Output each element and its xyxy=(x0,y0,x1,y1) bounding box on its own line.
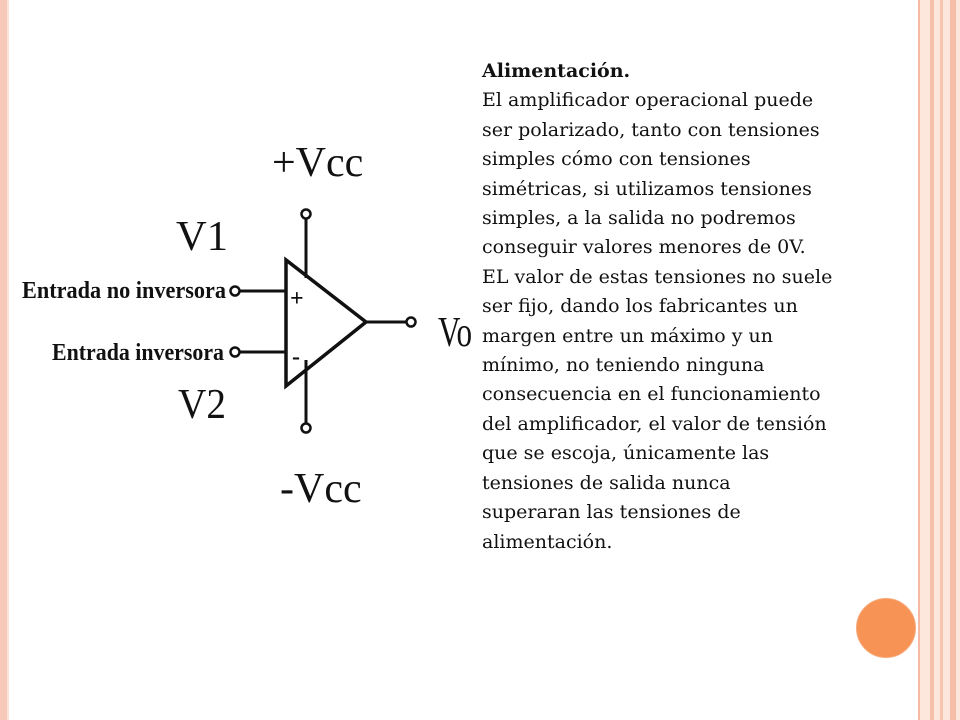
neg-supply-terminal xyxy=(302,424,311,433)
body-line: ser polarizado, tanto con tensiones xyxy=(482,118,820,141)
slide-frame-left-inner xyxy=(7,0,9,720)
non-inverting-terminal xyxy=(231,287,240,296)
frame-stripe xyxy=(940,0,943,720)
inverting-terminal xyxy=(231,348,240,357)
body-line: del amplificador, el valor de tensión xyxy=(482,412,827,435)
body-line: EL valor de estas tensiones no suele xyxy=(482,265,833,288)
inverting-input-label: Entrada inversora xyxy=(52,340,224,366)
pos-supply-label: +Vcc xyxy=(272,140,364,186)
slide-frame-left xyxy=(0,0,7,720)
frame-stripe xyxy=(918,0,920,720)
neg-supply-label: -Vcc xyxy=(280,466,362,512)
v1-label: V1 xyxy=(176,214,228,260)
body-line: El amplificador operacional puede xyxy=(482,89,814,112)
output-terminal xyxy=(407,318,416,327)
body-line: que se escoja, únicamente las xyxy=(482,442,770,465)
output-label: Vo xyxy=(438,310,472,356)
frame-stripe xyxy=(930,0,934,720)
body-line: conseguir valores menores de 0V. xyxy=(482,236,806,259)
minus-sign: - xyxy=(292,344,300,370)
body-line: superaran las tensiones de xyxy=(482,501,741,524)
body-line: mínimo, no teniendo ninguna xyxy=(482,354,765,377)
section-title: Alimentación. xyxy=(482,60,631,82)
body-line: alimentación. xyxy=(482,530,613,553)
body-line: simples, a la salida no podremos xyxy=(482,207,796,230)
op-amp-diagram xyxy=(10,110,470,570)
body-line: consecuencia en el funcionamiento xyxy=(482,383,821,406)
slide-frame-right xyxy=(918,0,960,720)
frame-stripe xyxy=(950,0,956,720)
body-line: simétricas, si utilizamos tensiones xyxy=(482,177,812,200)
body-text xyxy=(482,86,902,557)
body-line: ser fijo, dando los fabricantes un xyxy=(482,295,798,318)
body-line: simples cómo con tensiones xyxy=(482,148,751,171)
non-inverting-input-label: Entrada no inversora xyxy=(22,278,226,304)
body-line: margen entre un máximo y un xyxy=(482,324,773,347)
v2-label: V2 xyxy=(178,382,226,428)
plus-sign: + xyxy=(290,286,304,312)
body-line: tensiones de salida nunca xyxy=(482,471,731,494)
pos-supply-terminal xyxy=(302,210,311,219)
text-block xyxy=(482,57,902,557)
accent-circle xyxy=(856,598,916,658)
